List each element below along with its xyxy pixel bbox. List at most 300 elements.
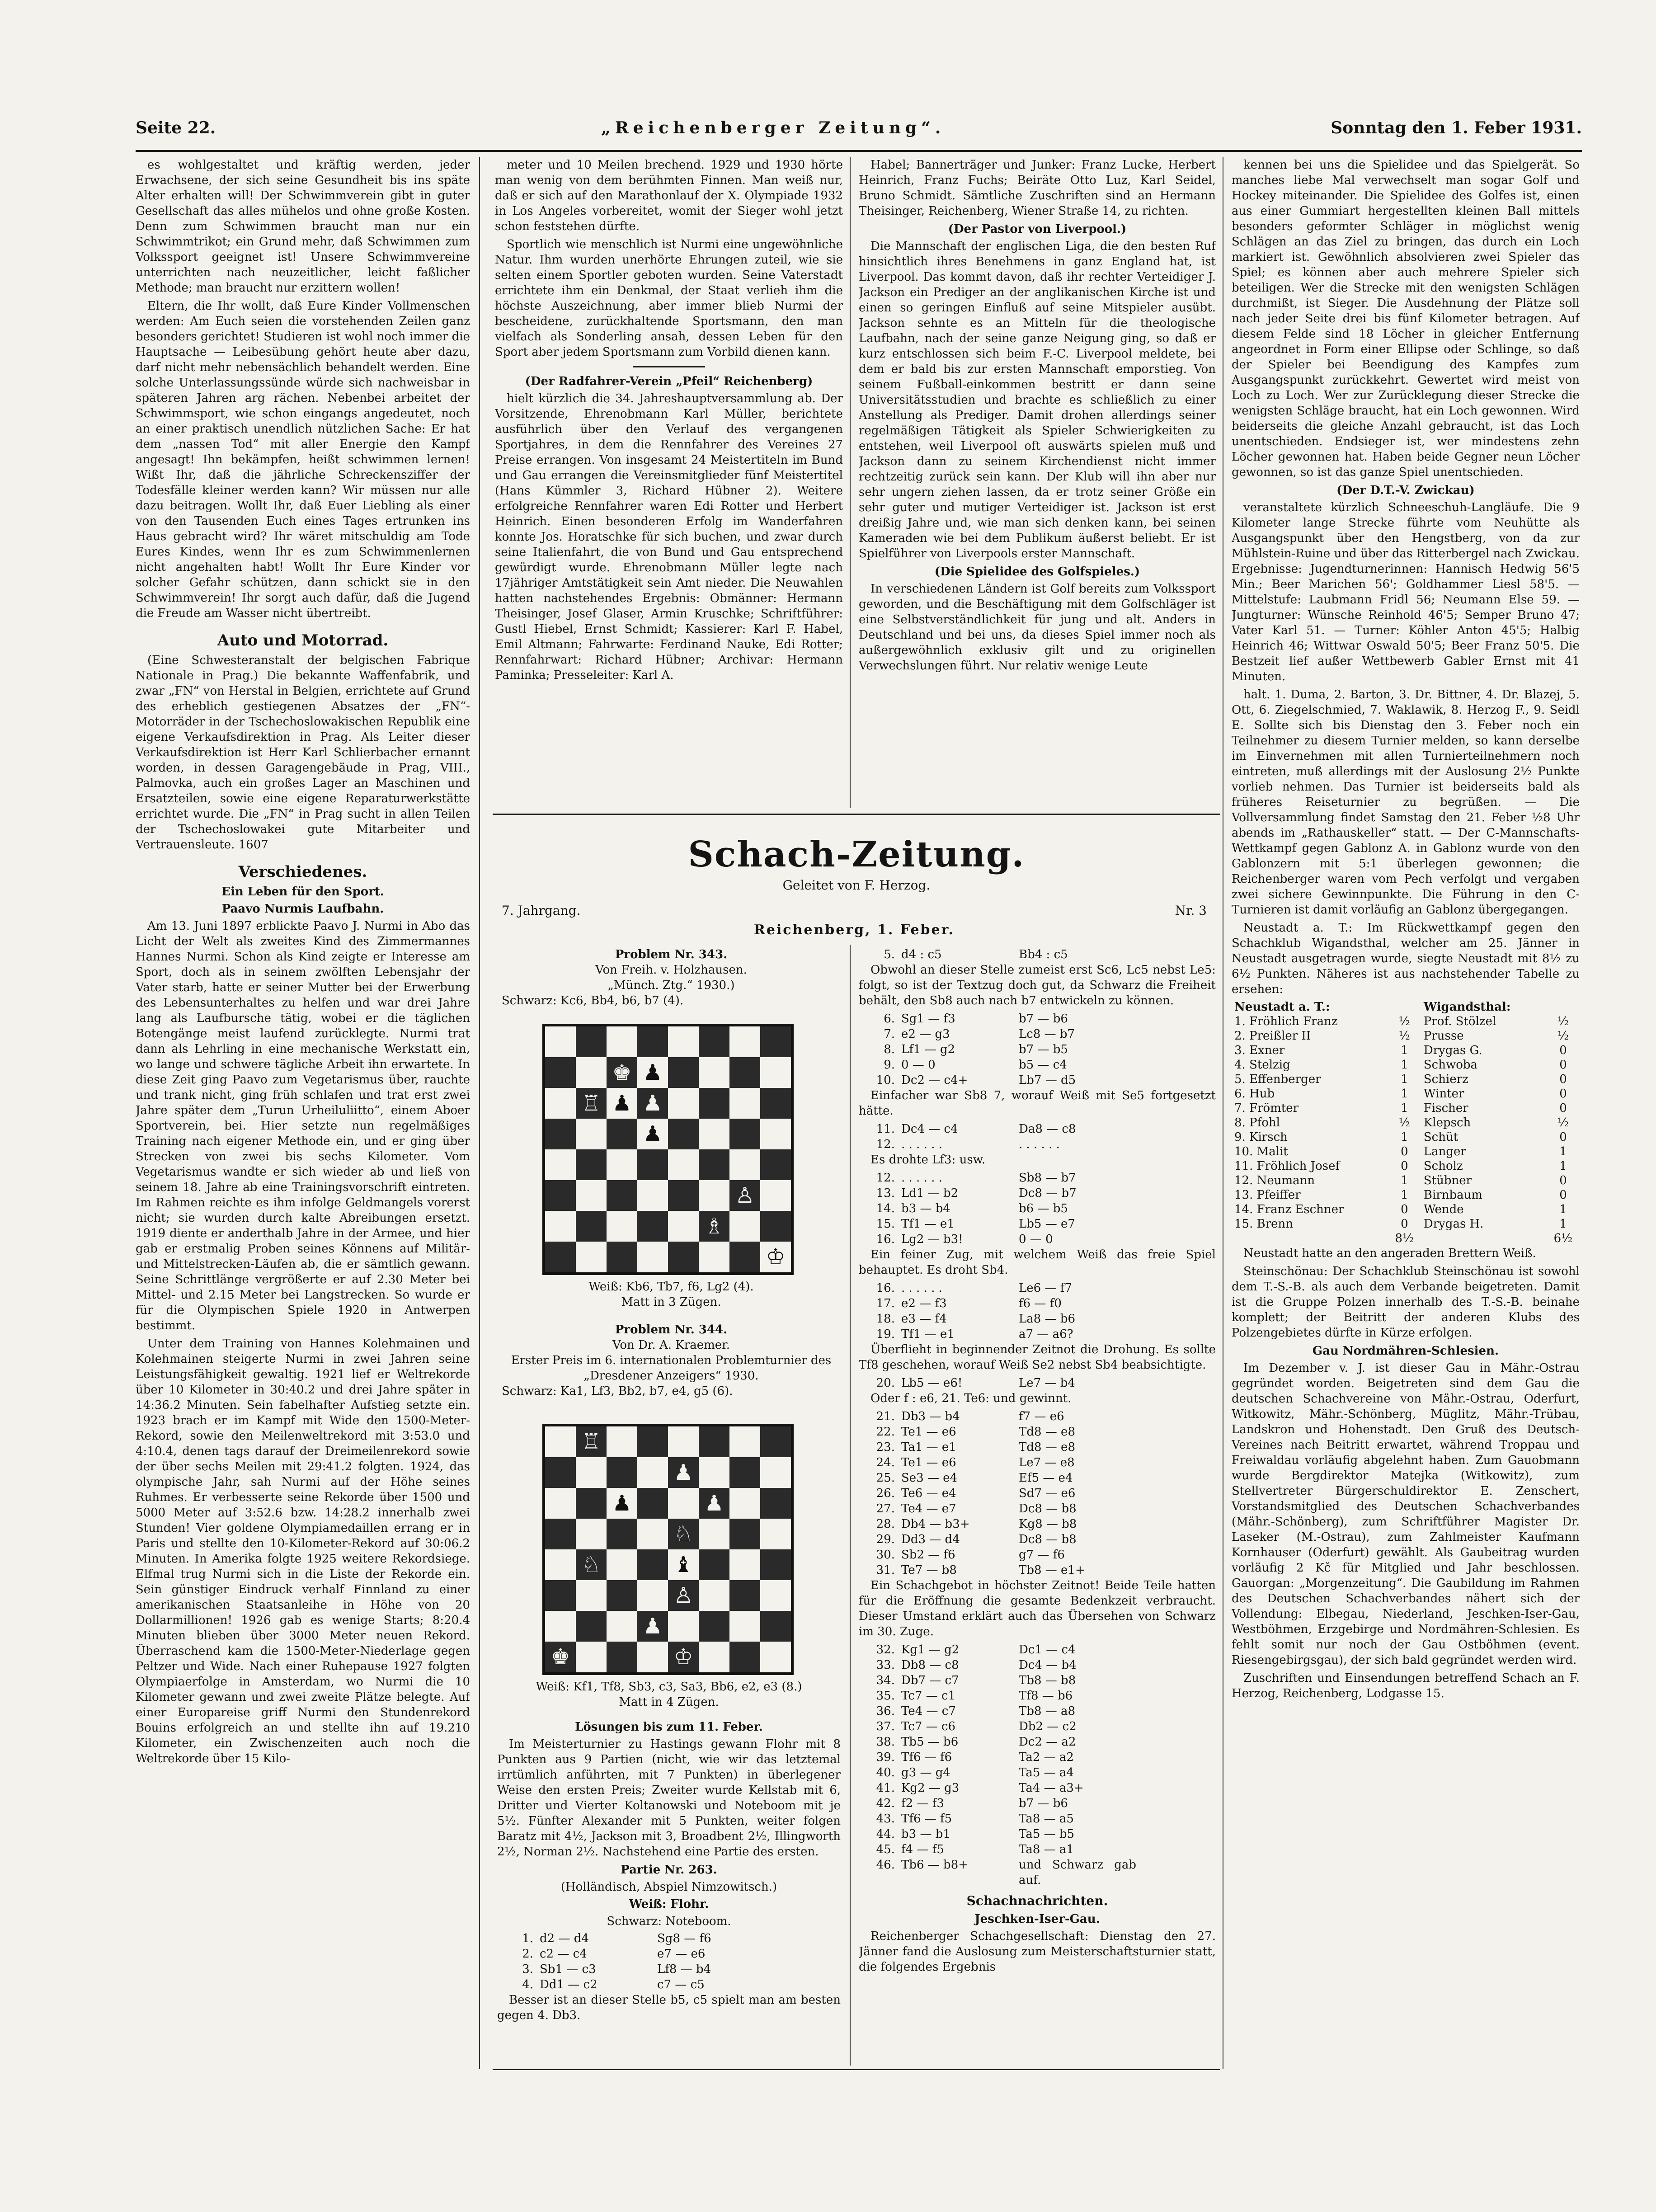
black-move: . . . . . . (1019, 1138, 1060, 1151)
white-move: Dc4 — c4 (901, 1122, 958, 1136)
move-number: 22. (876, 1425, 895, 1439)
move-list (859, 1011, 1216, 1088)
chess-piece-icon: ♘ (668, 1519, 699, 1549)
board-square (729, 1149, 760, 1180)
board-square (699, 1026, 729, 1057)
move-number: 29. (876, 1533, 895, 1546)
board-square (576, 1519, 607, 1549)
table-row (1232, 1173, 1580, 1188)
table-cell: Prusse (1423, 1029, 1464, 1043)
move-row (497, 1946, 841, 1962)
board-square (545, 1119, 576, 1149)
move-row (859, 1501, 1216, 1516)
move-row (497, 1977, 841, 1992)
table-cell: 5. Effenberger (1234, 1073, 1321, 1086)
move-number: 42. (876, 1797, 895, 1810)
move-row (859, 1121, 1216, 1137)
chess-piece-icon: ♘ (576, 1549, 607, 1580)
table-cell: 1 (1559, 1203, 1567, 1216)
board-square (729, 1642, 760, 1672)
article-text: Am 13. Juni 1897 erblickte Paavo J. Nurmi in Abo das Licht der Welt als zweites Kind des Zimmermannes Hannes Nurmi. Schon als Kind zeigte er Interesse am Sport, doch als in seinem zwölften Lebensjahr der Vater starb, hatte er seiner Mutter bei der Erwerbung des Lebensunterhaltes zu helfen und war drei Jahre lang als Laufbursche tätig, wobei er die täglichen Botengänge meist laufend zurücklegte. Nurmi trat dann als Lehrling in eine mechanische Werkstatt ein, wo lange und schwere tägliche Arbeit ihn erwartete. In diese Zeit ging Paavo zum Vegetarismus über, rauchte und trank nicht, ging früh schlafen und trat erst zwei Jahre später dem „Turun Urheiluliitto“, einem Aboer Sportverein, bei. Hier setzte nun regelmäßiges Training nach eigener Methode ein, und er ging über Strecken von zwei bis sechs Kilometer. Vom Vegetarismus wandte er sich wieder ab und ließ von seinem 18. Jahre ab eine Trainingsvorschrift eintreten. Im Rahmen reichte es ihm infolge Geldmangels vorerst nicht; sie wurden durch kalte Abreibungen ersetzt. 1919 diente er anderthalb Jahre in der Armee, und hier gab er erstmalig Proben seines Könnens auf Militär- und Mittelstrecken-Läufen ab, die er sämtlich gewann. Seine Schrittlänge vergrößerte er auf 2.30 Meter bei Mittel- und 2.15 Meter bei Langstrecken. So wurde er für die Olympischen Spiele 1920 in Antwerpen bestimmt. (136, 919, 470, 1332)
board-square (637, 1580, 668, 1611)
board-square (637, 1242, 668, 1272)
board-square (699, 1642, 729, 1672)
board-square (699, 1519, 729, 1549)
board-square (699, 1611, 729, 1642)
move-list (859, 947, 1216, 962)
problem-label: Problem Nr. 343. (615, 948, 728, 961)
chess-left-text (497, 1718, 841, 2070)
column-rule (850, 157, 851, 808)
table-cell: 11. Fröhlich Josef (1234, 1159, 1340, 1173)
move-row (859, 947, 1216, 962)
table-cell: 8½ (1395, 1232, 1414, 1245)
table-row (1232, 1115, 1580, 1130)
move-row (859, 1486, 1216, 1501)
board-square (637, 1211, 668, 1242)
chess-board-344 (542, 1424, 794, 1675)
black-move: Kg8 — b8 (1019, 1517, 1077, 1531)
move-row (859, 1704, 1216, 1719)
table-cell: 1 (1559, 1145, 1567, 1158)
black-move: a7 — a6? (1019, 1327, 1073, 1341)
white-move: e3 — f4 (901, 1312, 947, 1326)
move-list (859, 1375, 1216, 1391)
board-square (607, 1211, 637, 1242)
board-square (545, 1088, 576, 1119)
move-number: 30. (876, 1548, 895, 1562)
problem-344-header (502, 1322, 841, 1399)
table-cell: 1 (1401, 1073, 1408, 1086)
table-row (1232, 1101, 1580, 1115)
move-number: 25. (876, 1471, 895, 1485)
white-move: Tf1 — e1 (901, 1327, 955, 1341)
table-cell: 0 (1559, 1174, 1567, 1187)
board-square (699, 1580, 729, 1611)
article-heading: (Der D.T.-V. Zwickau) (1336, 484, 1475, 497)
table-cell: 1 (1401, 1188, 1408, 1202)
move-row (859, 1657, 1216, 1673)
article-text: Zuschriften und Einsendungen betreffend Schach an F. Herzog, Reichenberg, Lodgasse 15. (1232, 1671, 1580, 1700)
move-annotation: Besser ist an dieser Stelle b5, c5 spielt man am besten gegen 4. Db3. (497, 1993, 841, 2022)
black-move: b7 — b6 (1019, 1012, 1068, 1026)
table-cell: 2. Preißler II (1234, 1029, 1311, 1043)
table-cell: ½ (1398, 1029, 1410, 1043)
black-move: Lb5 — e7 (1019, 1217, 1075, 1231)
board-square (576, 1211, 607, 1242)
partie-opening: (Holländisch, Abspiel Nimzowitsch.) (560, 1880, 777, 1894)
problem-author: Von Freih. v. Holzhausen. (595, 963, 747, 977)
article-text: Sportlich wie menschlich ist Nurmi eine ungewöhnliche Natur. Ihm wurden unerhörte Ehrungen zuteil, wie sie selten einem Sportler geboten wurden. Seine Vaterstadt errichtete ihm ein Denkmal, der Staat verlieh ihm die höchste Auszeichnung, aber immer blieb Nurmi der bescheidene, zurückhaltende Sportsmann, den man vielfach als Sonderling ansah, dessen Leben für den Sport aber jedem Sportsmann zum Vorbild dienen kann. (495, 238, 843, 359)
column-1 (136, 157, 470, 2069)
move-number: 9. (884, 1058, 895, 1072)
chess-right-text (859, 947, 1216, 2066)
chess-header (495, 834, 1218, 893)
move-annotation: Ein feiner Zug, mit welchem Weiß das freie Spiel behauptet. Es droht Sb4. (859, 1248, 1216, 1277)
board-square (699, 1426, 729, 1457)
board-square (668, 1119, 699, 1149)
board-square (668, 1242, 699, 1272)
move-row (859, 1026, 1216, 1042)
chess-editor: Geleitet von F. Herzog. (782, 878, 931, 893)
board-square (760, 1211, 791, 1242)
move-row (859, 1375, 1216, 1391)
table-cell: 0 (1559, 1101, 1567, 1115)
chess-meta (502, 903, 1207, 918)
white-move: Ld1 — b2 (901, 1186, 959, 1200)
section-heading-auto: Auto und Motorrad. (217, 631, 389, 649)
board-square (576, 1611, 607, 1642)
column-4 (1232, 157, 1580, 2069)
move-number: 5. (884, 948, 895, 961)
chess-piece-icon: ♚ (607, 1057, 637, 1088)
move-row (859, 1201, 1216, 1216)
board-square (760, 1119, 791, 1149)
table-cell: ½ (1398, 1015, 1410, 1028)
board-square (576, 1642, 607, 1672)
move-number: 31. (876, 1563, 895, 1577)
board-square (607, 1149, 637, 1180)
white-move: e2 — f3 (901, 1297, 947, 1310)
table-cell: 0 (1401, 1159, 1408, 1173)
move-annotation: Einfacher war Sb8 7, worauf Weiß mit Se5 fortgesetzt hätte. (859, 1089, 1216, 1118)
board-square (760, 1580, 791, 1611)
chess-place: Reichenberg, 1. Feber. (753, 922, 955, 938)
table-cell: Stübner (1423, 1174, 1472, 1187)
board-square (576, 1026, 607, 1057)
table-cell: 0 (1401, 1217, 1408, 1231)
table-header-cell: Neustadt a. T.: (1234, 1000, 1330, 1014)
white-move: Tc7 — c6 (901, 1720, 956, 1733)
chess-title: Schach-Zeitung. (688, 834, 1025, 875)
board-square (668, 1426, 699, 1457)
move-number: 10. (876, 1073, 895, 1087)
move-annotation: Überflieht in beginnender Zeitnot die Drohung. Es sollte Tf8 geschehen, worauf Weiß Se2 nebst Sb4 beabsichtigte. (859, 1343, 1216, 1372)
move-number: 3. (522, 1963, 533, 1976)
move-number: 24. (876, 1456, 895, 1469)
black-move: Lb7 — d5 (1019, 1073, 1076, 1087)
black-move: b7 — b5 (1019, 1043, 1068, 1056)
table-cell: 1 (1401, 1058, 1408, 1072)
black-move: f7 — e6 (1019, 1410, 1064, 1423)
table-cell: 4. Stelzig (1234, 1058, 1290, 1072)
black-move: b7 — b6 (1019, 1797, 1068, 1810)
table-cell: ½ (1398, 1116, 1410, 1130)
board-square (699, 1057, 729, 1088)
chess-year: 7. Jahrgang. (502, 903, 581, 918)
move-row (859, 1826, 1216, 1842)
move-annotation: Es drohte Lf3: usw. (870, 1153, 986, 1167)
board-square (545, 1057, 576, 1088)
black-move: Sd7 — e6 (1019, 1487, 1076, 1500)
board-square (699, 1457, 729, 1488)
table-cell: ½ (1557, 1029, 1569, 1043)
white-move: f4 — f5 (901, 1843, 944, 1856)
black-move: f6 — f0 (1019, 1297, 1062, 1310)
partie-label: Partie Nr. 263. (621, 1863, 717, 1877)
table-row (1232, 1058, 1580, 1072)
board-square (729, 1088, 760, 1119)
move-row (859, 1409, 1216, 1424)
move-row (859, 1532, 1216, 1547)
black-move: Le6 — f7 (1019, 1281, 1072, 1295)
board-square (545, 1426, 576, 1457)
white-move: Se3 — e4 (901, 1471, 958, 1485)
chess-piece-icon: ♟ (699, 1488, 729, 1519)
chess-piece-icon: ♟ (637, 1057, 668, 1088)
table-header-cell: Wigandsthal: (1423, 1000, 1511, 1014)
table-cell: Schierz (1423, 1073, 1468, 1086)
move-row (859, 1232, 1216, 1247)
move-row (859, 1424, 1216, 1440)
move-number: 16. (876, 1281, 895, 1295)
board-square (760, 1519, 791, 1549)
board-square (760, 1057, 791, 1088)
black-move: b5 — c4 (1019, 1058, 1067, 1072)
move-row (859, 1280, 1216, 1296)
white-move: Te1 — e6 (901, 1456, 956, 1469)
problem-black: Schwarz: Kc6, Bb4, b6, b7 (4). (502, 994, 684, 1007)
chess-piece-icon: ♟ (637, 1611, 668, 1642)
board-square (668, 1211, 699, 1242)
table-cell: Fischer (1423, 1101, 1468, 1115)
move-number: 1. (522, 1932, 533, 1945)
white-move: Lg2 — b3! (901, 1233, 963, 1246)
board-square (760, 1457, 791, 1488)
white-move: g3 — g4 (901, 1766, 950, 1779)
board-square (576, 1180, 607, 1211)
move-annotation: Oder f : e6, 21. Te6: und gewinnt. (870, 1392, 1072, 1405)
move-row (859, 1547, 1216, 1563)
chess-piece-icon: ♟ (668, 1457, 699, 1488)
move-number: 46. (876, 1858, 895, 1872)
move-list (859, 1642, 1216, 1888)
table-cell: 7. Frömter (1234, 1101, 1299, 1115)
white-move: Ta1 — e1 (901, 1440, 956, 1454)
board-square (576, 1488, 607, 1519)
table-cell: 6. Hub (1234, 1087, 1275, 1101)
white-move: Tc7 — c1 (901, 1689, 956, 1703)
black-move: Ta5 — b5 (1019, 1827, 1075, 1841)
move-annotation: Ein Schachgebot in höchster Zeitnot! Beide Teile hatten für die Eröffnung die gesamte Bedenkzeit verbraucht. Dieser Umstand erklärt auch das Übersehen von Schwarz im 30. Zuge. (859, 1579, 1216, 1638)
move-number: 21. (876, 1410, 895, 1423)
move-number: 38. (876, 1735, 895, 1749)
table-cell: ½ (1557, 1116, 1569, 1130)
board-square (637, 1488, 668, 1519)
table-row (1232, 1159, 1580, 1173)
table-row (1232, 1188, 1580, 1202)
table-cell: Drygas G. (1423, 1044, 1482, 1057)
black-move: Tb8 — b8 (1019, 1674, 1076, 1687)
board-square (607, 1242, 637, 1272)
move-number: 41. (876, 1781, 895, 1795)
chess-piece-icon: ♟ (637, 1088, 668, 1119)
move-row (859, 1137, 1216, 1152)
article-text: Eltern, die Ihr wollt, daß Eure Kinder Vollmenschen werden: Am Euch seien die vorstehenden Zeilen ganz besonders gerichtet! Studieren ist wohl noch immer die Hauptsache — Leibesübung gehört heute aber dazu, darf nicht mehr nebensächlich behandelt werden. Eine solche Unterlassungssünde würde sich nachweisbar in späteren Jahren arg rächen. Nebenbei arbeitet der Schwimmsport, wie schon eingangs angedeutet, noch an einer praktisch unendlich nützlichen Sache: Er hat dem „nassen Tod“ mit aller Energie den Kampf angesagt! Ihn bekämpfen, heißt schwimmen lernen! Wißt Ihr, daß die jährliche Schreckensziffer der Todesfälle kleiner werden kann? Wir müssen nur alle dazu beitragen. Wollt Ihr, daß Euer Liebling als einer von den Tausenden Euch eines Tages ertrunken ins Haus gebracht wird? Ihr wäret mitschuldig am Tode Eures Kindes, wenn Ihr es zum Schwimmenlernen nicht angehalten habt! Wollt Ihr Eure Kinder vor solcher Gefahr schützen, dann schickt sie in den Schwimmverein! Ihr sorgt auch dafür, daß die Jugend die Freude am Wasser nicht übertreibt. (136, 299, 470, 620)
article-text: hielt kürzlich die 34. Jahreshauptversammlung ab. Der Vorsitzende, Ehrenobmann Karl Müller, berichtete ausführlich über den Verlauf des vergangenen Sportjahres, in dem die Rennfahrer des Vereines 27 Preise errangen. Von insgesamt 24 Meistertiteln im Bund und Gau errangen die Vereinsmitglieder fünf Meistertitel (Hans Kümmler 3, Richard Hübner 2). Weitere erfolgreiche Rennfahrer waren Edi Rotter und Herbert Heinrich. Einen besonderen Erfolg im Wanderfahren konnte Jos. Horatschke für sich buchen, und zwar durch seine Italienfahrt, die von Bund und Gau entsprechend gewürdigt wurde. Ehrenobmann Müller legte nach 17jähriger Amtstätigkeit sein Amt nieder. Die Neuwahlen hatten nachstehendes Ergebnis: Obmänner: Hermann Theisinger, Josef Glaser, Armin Kruschke; Schriftführer: Gustl Hiebel, Ernst Schmidt; Kassierer: Karl F. Habel, Emil Altmann; Fahrwarte: Ferdinand Nauke, Edi Rotter; Rennfahrwart: Richard Hübner; Archivar: Hermann Paminka; Presseleiter: Karl A. (495, 392, 843, 682)
article-heading: (Der Pastor von Liverpool.) (948, 222, 1127, 236)
white-move: b3 — b4 (901, 1202, 950, 1215)
white-move: Tf6 — f5 (901, 1812, 952, 1826)
board-square (607, 1426, 637, 1457)
move-row (859, 1642, 1216, 1657)
black-move: Ef5 — e4 (1019, 1471, 1073, 1485)
table-cell: Langer (1423, 1145, 1466, 1158)
board-square (668, 1088, 699, 1119)
board-square (607, 1026, 637, 1057)
move-number: 34. (876, 1674, 895, 1687)
move-number: 40. (876, 1766, 895, 1779)
article-heading: Gau Nordmähren-Schlesien. (1312, 1344, 1499, 1358)
move-row (859, 1750, 1216, 1765)
move-row (859, 1857, 1216, 1888)
white-move: Tf1 — e1 (901, 1217, 955, 1231)
white-move: Dc2 — c4+ (901, 1073, 968, 1087)
white-move: Db4 — b3+ (901, 1517, 970, 1531)
article-heading: (Der Radfahrer-Verein „Pfeil“ Reichenberg) (525, 375, 813, 388)
board-square (545, 1580, 576, 1611)
black-move: Ta8 — a1 (1019, 1843, 1074, 1856)
white-move: b3 — b1 (901, 1827, 950, 1841)
board-square (668, 1611, 699, 1642)
table-cell: Birnbaum (1423, 1188, 1483, 1202)
problem-mate: Matt in 4 Zügen. (619, 1695, 719, 1709)
move-annotation: Obwohl an dieser Stelle zumeist erst Sc6, Lc5 nebst Le5: folgt, so ist der Textzug doch gut, da Schwarz die Freiheit behält, den Sb8 auch nach b7 entwickeln zu können. (859, 963, 1216, 1007)
white-move: Tb5 — b6 (901, 1735, 959, 1749)
white-move: . . . . . . (901, 1281, 942, 1295)
board-square (607, 1457, 637, 1488)
table-cell: Klepsch (1423, 1116, 1471, 1130)
board-square (637, 1026, 668, 1057)
move-row (859, 1327, 1216, 1342)
table-row (1232, 1043, 1580, 1058)
board-square (637, 1149, 668, 1180)
board-square (607, 1642, 637, 1672)
table-cell: 6½ (1553, 1232, 1573, 1245)
table-cell: Wende (1423, 1203, 1464, 1216)
move-list (859, 1170, 1216, 1247)
chess-piece-icon: ♙ (668, 1580, 699, 1611)
issue-date: Sonntag den 1. Feber 1931. (1331, 118, 1582, 137)
move-row (859, 1719, 1216, 1734)
move-number: 16. (876, 1233, 895, 1246)
table-cell: 1 (1401, 1130, 1408, 1144)
black-move: Dc1 — c4 (1019, 1643, 1076, 1657)
header-rule (136, 150, 1582, 152)
table-cell: 13. Pfeiffer (1234, 1188, 1301, 1202)
move-number: 12. (876, 1171, 895, 1185)
article-text: Habel; Bannerträger und Junker: Franz Lucke, Herbert Heinrich, Franz Fuchs; Beiräte Otto Luz, Karl Seidel, Bruno Schmidt. Sämtliche Zuschriften sind an Hermann Theisinger, Reichenberg, Wiener Straße 14, zu richten. (859, 158, 1216, 218)
table-cell: 0 (1401, 1145, 1408, 1158)
board-square (668, 1057, 699, 1088)
article-text: Neustadt hatte an den angeraden Brettern Weiß. (1243, 1247, 1536, 1260)
board-square (699, 1119, 729, 1149)
table-cell: 0 (1559, 1087, 1567, 1101)
board-square (760, 1611, 791, 1642)
move-row (497, 1931, 841, 1946)
move-number: 35. (876, 1689, 895, 1703)
chess-piece-icon: ♟ (637, 1119, 668, 1149)
move-row (859, 1734, 1216, 1750)
page-number: Seite 22. (136, 118, 216, 137)
move-number: 43. (876, 1812, 895, 1826)
problem-prize: Erster Preis im 6. internationalen Problemturnier des „Dresdener Anzeigers“ 1930. (511, 1354, 832, 1383)
move-list (859, 1409, 1216, 1578)
board-square (729, 1119, 760, 1149)
table-header-cell (1388, 1000, 1421, 1014)
white-move: d2 — d4 (540, 1932, 589, 1945)
board-square (607, 1611, 637, 1642)
table-cell: Schwoba (1423, 1058, 1478, 1072)
move-number: 37. (876, 1720, 895, 1733)
board-square (545, 1519, 576, 1549)
black-move: Db2 — c2 (1019, 1720, 1077, 1733)
news-heading: Schachnachrichten. (966, 1893, 1108, 1908)
white-move: Lb5 — e6! (901, 1376, 963, 1390)
move-list (859, 1121, 1216, 1152)
board-square (607, 1549, 637, 1580)
problem-source: „Münch. Ztg.“ 1930.) (607, 979, 735, 992)
white-move: c2 — c4 (540, 1947, 587, 1961)
white-move: Kg2 — g3 (901, 1781, 960, 1795)
article-heading: (Die Spielidee des Golfspieles.) (934, 565, 1140, 579)
board-square (607, 1119, 637, 1149)
table-cell: Drygas H. (1423, 1217, 1484, 1231)
table-cell: 0 (1559, 1044, 1567, 1057)
board-square (699, 1180, 729, 1211)
move-row (859, 1440, 1216, 1455)
board-square (607, 1580, 637, 1611)
chess-piece-icon: ♔ (760, 1242, 791, 1272)
board-square (760, 1088, 791, 1119)
white-move: Db8 — c8 (901, 1658, 959, 1672)
white-move: Db7 — c7 (901, 1674, 959, 1687)
column-rule (479, 157, 480, 2069)
table-cell: 1. Fröhlich Franz (1234, 1015, 1338, 1028)
board-square (729, 1242, 760, 1272)
black-move: e7 — e6 (657, 1947, 706, 1961)
table-row (1232, 1231, 1580, 1246)
table-header-cell (1547, 1000, 1580, 1014)
board-square (729, 1580, 760, 1611)
problem-343-header (502, 947, 841, 1008)
partie-white: Weiß: Flohr. (629, 1897, 709, 1911)
black-move: Td8 — e8 (1019, 1440, 1075, 1454)
move-number: 39. (876, 1751, 895, 1764)
chess-piece-icon: ♔ (668, 1642, 699, 1672)
board-square (729, 1457, 760, 1488)
black-move: Sb8 — b7 (1019, 1171, 1076, 1185)
match-table (1232, 1000, 1580, 1246)
move-number: 11. (876, 1122, 895, 1136)
black-move: Tb8 — a8 (1019, 1704, 1076, 1718)
move-row (859, 1011, 1216, 1026)
white-move: Kg1 — g2 (901, 1643, 960, 1657)
black-move: c7 — c5 (657, 1978, 705, 1991)
problem-author: Von Dr. A. Kraemer. (612, 1338, 730, 1352)
board-square (545, 1488, 576, 1519)
move-number: 28. (876, 1517, 895, 1531)
black-move: Ta8 — a5 (1019, 1812, 1074, 1826)
move-list (859, 1280, 1216, 1342)
move-number: 18. (876, 1312, 895, 1326)
board-square (668, 1149, 699, 1180)
board-square (699, 1088, 729, 1119)
move-number: 44. (876, 1827, 895, 1841)
board-square (576, 1119, 607, 1149)
table-cell: Winter (1423, 1087, 1464, 1101)
hastings-report: Im Meisterturnier zu Hastings gewann Flohr mit 8 Punkten aus 9 Partien (nicht, wie wir das letztemal irrtümlich anführten, mit 7 Punkten) in überlegener Weise den ersten Preis; Zweiter wurde Kellstab mit 6, Dritter und Vierter Koltanowski und Noteboom mit je 5½. Fünfter Alexander mit 5 Punkten, weiter folgen Baratz mit 4½, Jackson mit 3, Broadbent 2½, Illingworth 2½, Norman 2½. Nachstehend eine Partie des ersten. (497, 1737, 841, 1859)
